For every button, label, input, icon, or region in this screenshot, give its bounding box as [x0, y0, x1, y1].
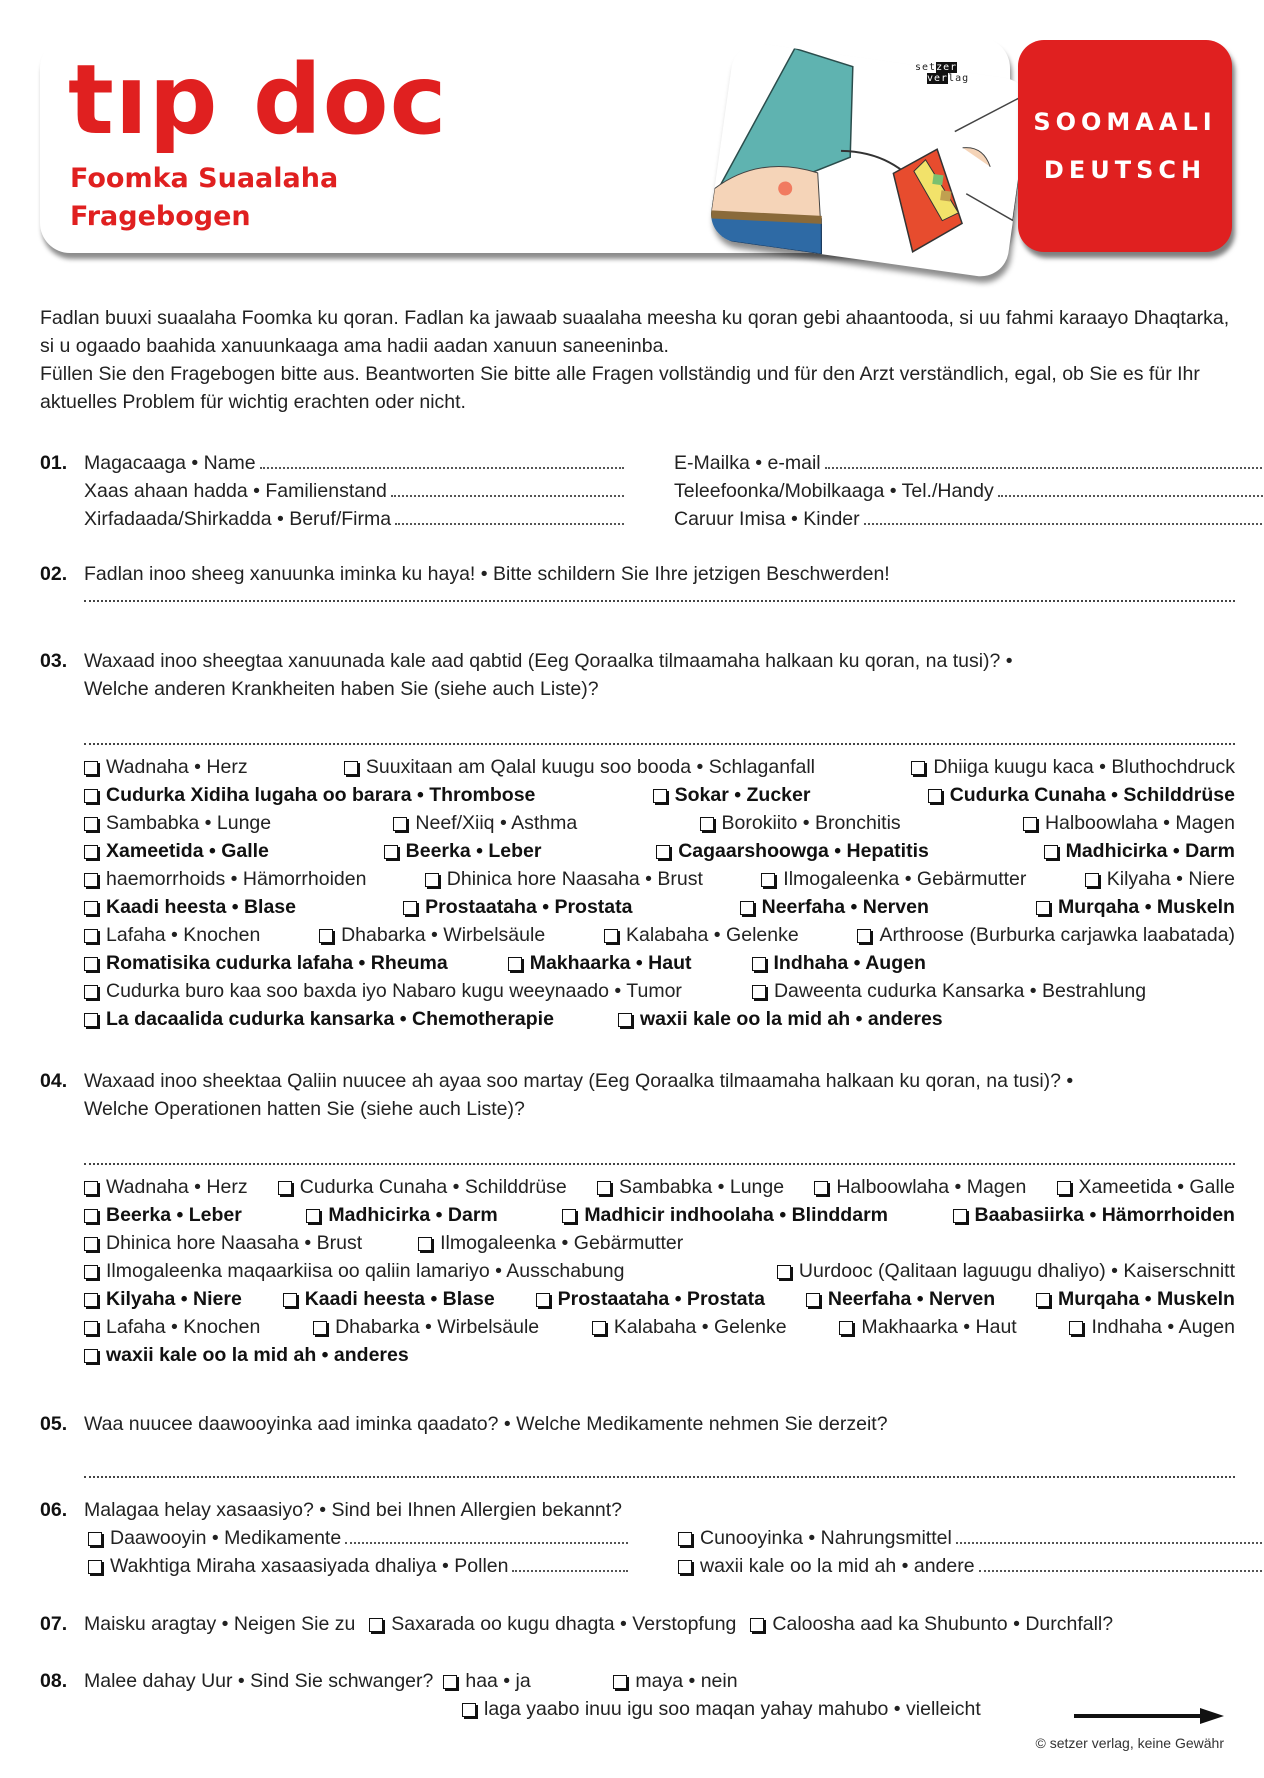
checkbox-row: [84, 977, 1235, 1005]
checkbox-bladder[interactable]: Kaadi heesta • Blase: [84, 893, 296, 921]
checkbox-nerves[interactable]: Neerfaha • Nerven: [740, 893, 929, 921]
checkbox-op-bowel[interactable]: Madhicirka • Darm: [306, 1201, 497, 1229]
checkbox-op-nerves[interactable]: Neerfaha • Nerven: [806, 1285, 995, 1313]
checkbox-constipation[interactable]: Saxarada oo kugu dhagta • Verstopfung: [369, 1610, 736, 1638]
question-number: 04.: [40, 1070, 68, 1092]
form-title-somali: Foomka Suaalaha: [70, 163, 339, 194]
checkbox-bronchitis[interactable]: Borokiito • Bronchitis: [700, 809, 901, 837]
checkbox-bowel[interactable]: Madhicirka • Darm: [1044, 837, 1235, 865]
checkbox-op-heart[interactable]: Wadnaha • Herz: [84, 1173, 248, 1201]
checkbox-op-bones[interactable]: Lafaha • Knochen: [84, 1313, 260, 1341]
checkbox-tumor[interactable]: Cudurka buro kaa soo baxda iyo Nabaro kugu weeynaado • Tumor: [84, 977, 682, 1005]
illustration-icon: [708, 40, 1033, 280]
checkbox-allergy-other[interactable]: waxii kale oo la mid ah • andere: [678, 1552, 1264, 1580]
checkbox-hepatitis[interactable]: Cagaarshoowga • Hepatitis: [656, 837, 929, 865]
checkbox-row: [84, 1173, 1235, 1201]
checkbox-rheuma[interactable]: Romatisika cudurka lafaha • Rheuma: [84, 949, 448, 977]
instructions-somali: Fadlan buuxi suaalaha Foomka ku qoran. Fadlan ka jawaab suaalaha meesha ku qoran gebi ahaantooda, si uu fahmi karaayo Dhaqtarka, si u ogaado baahida xanuunkaaga ama hadii aadan xanuun saneeninba.: [40, 307, 1230, 357]
checkbox-op-caesarean[interactable]: Uurdooc (Qalitaan laguugu dhaliyo) • Kaiserschnitt: [777, 1257, 1235, 1285]
children-field[interactable]: Caruur Imisa • Kinder: [674, 505, 1264, 533]
checkbox-spine[interactable]: Dhabarka • Wirbelsäule: [319, 921, 545, 949]
question-text-somali: Waxaad inoo sheektaa Qaliin nuucee ah ayaa soo martay (Eeg Qoraalka tilmaamaha halkaan ku qoran, na tusi)? •: [84, 1070, 1074, 1092]
checkbox-row: [84, 1229, 1235, 1257]
checkbox-thyroid[interactable]: Cudurka Cunaha • Schilddrüse: [928, 781, 1235, 809]
checkbox-op-other[interactable]: waxii kale oo la mid ah • anderes: [84, 1341, 409, 1369]
checkbox-bones[interactable]: Lafaha • Knochen: [84, 921, 260, 949]
checkbox-row: [84, 1313, 1235, 1341]
checkbox-arthrosis[interactable]: Arthroose (Burburka carjawka laabatada): [857, 921, 1235, 949]
checkbox-hemorrhoids[interactable]: haemorrhoids • Hämorrhoiden: [84, 865, 366, 893]
checkbox-skin[interactable]: Makhaarka • Haut: [508, 949, 692, 977]
question-text: Malagaa helay xasaasiyo? • Sind bei Ihnen Allergien bekannt?: [84, 1499, 623, 1521]
complaints-answer-line[interactable]: [84, 588, 1235, 602]
checkbox-op-eyes[interactable]: Indhaha • Augen: [1069, 1313, 1234, 1341]
checkbox-radiation[interactable]: Daweenta cudurka Kansarka • Bestrahlung: [752, 977, 1146, 1005]
checkbox-allergy-medication[interactable]: Daawooyin • Medikamente: [88, 1524, 628, 1552]
medications-answer-line[interactable]: [84, 1464, 1235, 1478]
checkbox-thrombosis[interactable]: Cudurka Xidiha lugaha oo barara • Thrombose: [84, 781, 535, 809]
question-02: [40, 560, 1235, 602]
checkbox-op-liver[interactable]: Beerka • Leber: [84, 1201, 242, 1229]
checkbox-row: [84, 1005, 1235, 1033]
checkbox-heart[interactable]: Wadnaha • Herz: [84, 753, 248, 781]
language-badge: [1018, 40, 1232, 252]
checkbox-op-uterus[interactable]: Ilmogaleenka • Gebärmutter: [418, 1229, 683, 1257]
question-number: 07.: [40, 1613, 68, 1635]
checkbox-prostate[interactable]: Prostaataha • Prostata: [403, 893, 632, 921]
checkbox-row: [84, 809, 1235, 837]
question-number: 02.: [40, 563, 68, 585]
checkbox-op-gall[interactable]: Xameetida • Galle: [1057, 1173, 1235, 1201]
checkbox-op-muscles[interactable]: Murqaha • Muskeln: [1036, 1285, 1235, 1313]
brand-title: tıp doc: [68, 44, 448, 156]
question-05: [40, 1410, 1235, 1478]
checkbox-diabetes[interactable]: Sokar • Zucker: [653, 781, 811, 809]
question-06: [40, 1496, 1235, 1580]
checkbox-op-joints[interactable]: Kalabaha • Gelenke: [592, 1313, 787, 1341]
copyright: © setzer verlag, keine Gewähr: [1035, 1735, 1224, 1751]
checkbox-row: [84, 865, 1235, 893]
checkbox-row: [84, 837, 1235, 865]
checkbox-asthma[interactable]: Neef/Xiiq • Asthma: [393, 809, 577, 837]
question-07: [40, 1610, 1235, 1638]
checkbox-pregnant-yes[interactable]: haa • ja: [443, 1667, 603, 1695]
checkbox-op-lung[interactable]: Sambabka • Lunge: [597, 1173, 784, 1201]
checkbox-hypertension[interactable]: Dhiiga kuugu kaca • Bluthochdruck: [911, 753, 1235, 781]
checkbox-uterus[interactable]: Ilmogaleenka • Gebärmutter: [761, 865, 1026, 893]
email-field[interactable]: E-Mailka • e-mail: [674, 449, 1264, 477]
checkbox-pregnant-maybe[interactable]: laga yaabo inuu igu soo maqan yahay mahubo • vielleicht: [462, 1695, 981, 1723]
checkbox-muscles[interactable]: Murqaha • Muskeln: [1036, 893, 1235, 921]
form-title: [70, 160, 338, 236]
checkbox-row: [84, 1285, 1235, 1313]
language-somali: SOOMAALI: [1033, 108, 1217, 136]
question-number: 03.: [40, 650, 68, 672]
checkbox-row: [84, 781, 1235, 809]
question-number: 06.: [40, 1499, 68, 1521]
checkbox-other-diseases[interactable]: waxii kale oo la mid ah • anderes: [618, 1005, 943, 1033]
arrow-right-icon: [1074, 1708, 1224, 1724]
checkbox-row: [84, 921, 1235, 949]
question-text: Fadlan inoo sheeg xanuunka iminka ku haya! • Bitte schildern Sie Ihre jetzigen Beschwerden!: [84, 563, 890, 585]
checkbox-row: [84, 1341, 1235, 1369]
checkbox-op-thyroid[interactable]: Cudurka Cunaha • Schilddrüse: [278, 1173, 567, 1201]
question-text: Waa nuucee daawooyinka aad iminka qaadato? • Welche Medikamente nehmen Sie derzeit?: [84, 1413, 888, 1435]
question-text-german: Welche anderen Krankheiten haben Sie (siehe auch Liste)?: [84, 678, 599, 700]
checkbox-op-appendix[interactable]: Madhicir indhoolaha • Blinddarm: [562, 1201, 888, 1229]
name-field[interactable]: Magacaaga • Name: [84, 449, 624, 477]
question-number: 05.: [40, 1413, 68, 1435]
checkbox-allergy-pollen[interactable]: Wakhtiga Miraha xasaasiyada dhaliya • Pollen: [88, 1552, 628, 1580]
question-number: 08.: [40, 1670, 68, 1692]
doctor-patient-illustration: [708, 40, 1033, 280]
checkbox-row: [84, 949, 1235, 977]
checkbox-op-skin[interactable]: Makhaarka • Haut: [839, 1313, 1016, 1341]
publisher-logo: setzer verlag: [915, 62, 970, 84]
question-08: [40, 1667, 1235, 1725]
question-text-german: Welche Operationen hatten Sie (siehe auch Liste)?: [84, 1098, 525, 1120]
checkbox-op-stomach[interactable]: Halboowlaha • Magen: [814, 1173, 1026, 1201]
checkbox-chemotherapy[interactable]: La dacaalida cudurka kansarka • Chemotherapie: [84, 1005, 554, 1033]
language-german: DEUTSCH: [1043, 156, 1207, 184]
checkbox-eyes[interactable]: Indhaha • Augen: [752, 949, 926, 977]
checkbox-row: [84, 753, 1235, 781]
checkbox-row: [84, 893, 1235, 921]
form-title-german: Fragebogen: [70, 201, 251, 232]
checkbox-gall[interactable]: Xameetida • Galle: [84, 837, 269, 865]
checkbox-stroke[interactable]: Suuxitaan am Qalal kuugu soo booda • Schlaganfall: [344, 753, 815, 781]
question-text: Malee dahay Uur • Sind Sie schwanger?: [84, 1670, 434, 1692]
checkbox-joints[interactable]: Kalabaha • Gelenke: [604, 921, 799, 949]
question-text-somali: Waxaad inoo sheegtaa xanuunada kale aad qabtid (Eeg Qoraalka tilmaamaha halkaan ku qoran, na tusi)? •: [84, 650, 1013, 672]
checkbox-liver[interactable]: Beerka • Leber: [384, 837, 542, 865]
checkbox-diarrhea[interactable]: Caloosha aad ka Shubunto • Durchfall?: [750, 1610, 1113, 1638]
checkbox-allergy-food[interactable]: Cunooyinka • Nahrungsmittel: [678, 1524, 1264, 1552]
checkbox-op-bladder[interactable]: Kaadi heesta • Blase: [283, 1285, 495, 1313]
checkbox-op-spine[interactable]: Dhabarka • Wirbelsäule: [313, 1313, 539, 1341]
checkbox-op-prostate[interactable]: Prostaataha • Prostata: [536, 1285, 765, 1313]
checkbox-breast[interactable]: Dhinica hore Naasaha • Brust: [425, 865, 703, 893]
diseases-answer-line[interactable]: [84, 731, 1235, 745]
question-04: [40, 1067, 1235, 1369]
question-number: 01.: [40, 452, 68, 474]
checkbox-op-curettage[interactable]: Ilmogaleenka maqaarkiisa oo qaliin lamariyo • Ausschabung: [84, 1257, 624, 1285]
checkbox-op-kidney[interactable]: Kilyaha • Niere: [84, 1285, 242, 1313]
operations-answer-line[interactable]: [84, 1151, 1235, 1165]
question-01: [40, 449, 1235, 533]
checkbox-lung[interactable]: Sambabka • Lunge: [84, 809, 271, 837]
question-03: [40, 647, 1235, 1033]
marital-status-field[interactable]: Xaas ahaan hadda • Familienstand: [84, 477, 624, 505]
question-text: Maisku aragtay • Neigen Sie zu: [84, 1613, 356, 1635]
checkbox-op-hemorrhoids[interactable]: Baabasiirka • Hämorrhoiden: [953, 1201, 1235, 1229]
occupation-field[interactable]: Xirfadaada/Shirkadda • Beruf/Firma: [84, 505, 624, 533]
checkbox-kidney[interactable]: Kilyaha • Niere: [1085, 865, 1235, 893]
checkbox-pregnant-no[interactable]: maya • nein: [613, 1667, 737, 1695]
checkbox-op-breast[interactable]: Dhinica hore Naasaha • Brust: [84, 1229, 362, 1257]
instructions-german: Füllen Sie den Fragebogen bitte aus. Beantworten Sie bitte alle Fragen vollständig und für den Arzt verständlich, egal, ob Sie es für Ihr aktuelles Problem für wichtig erachten oder nicht.: [40, 363, 1200, 413]
checkbox-row: [84, 1201, 1235, 1229]
checkbox-stomach[interactable]: Halboowlaha • Magen: [1023, 809, 1235, 837]
checkbox-row: [84, 1257, 1235, 1285]
phone-field[interactable]: Teleefoonka/Mobilkaaga • Tel./Handy: [674, 477, 1264, 505]
instructions: [40, 304, 1235, 416]
